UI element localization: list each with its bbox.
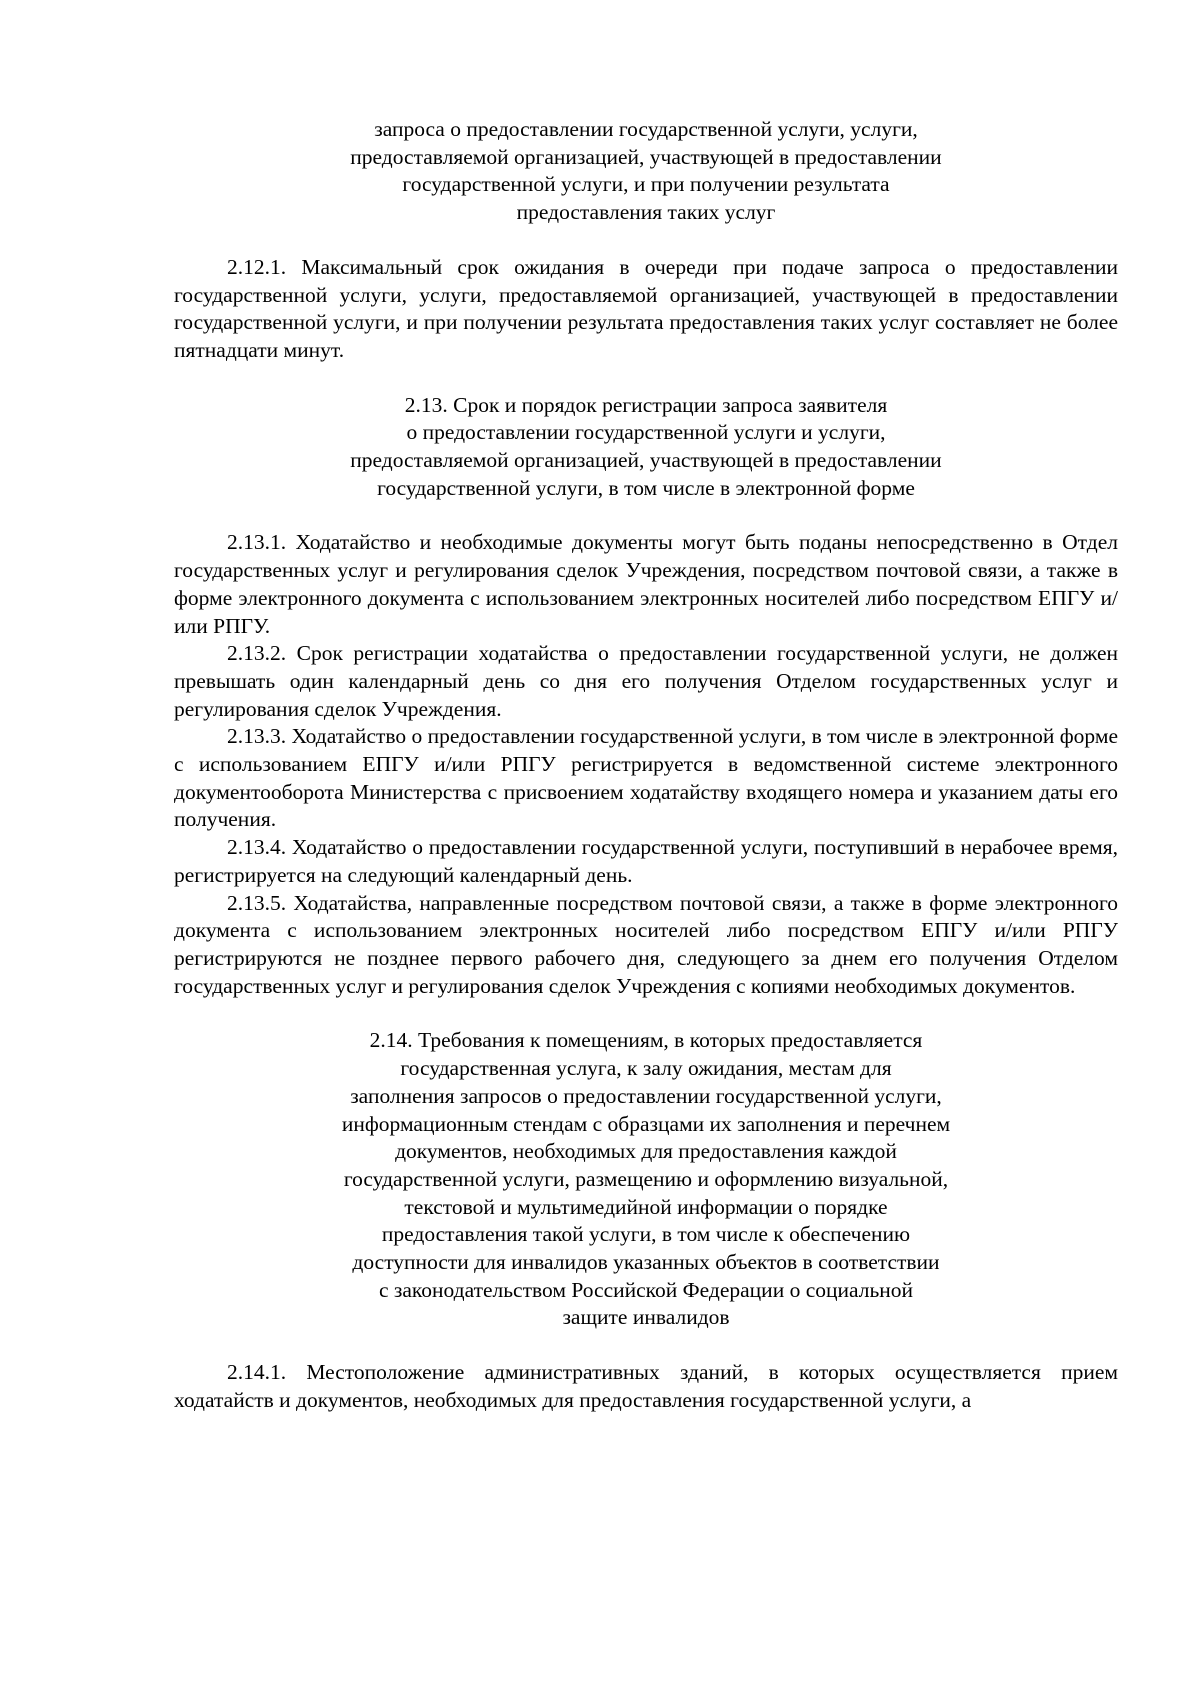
paragraph-2-13-3: 2.13.3. Ходатайство о предоставлении государственной услуги, в том числе в электронной форме с использованием ЕПГУ и/или РПГУ регистрируется в ведомственной системе электронного документооборота Министерства с присвоением ходатайству входящего номера и указанием даты его получения. <box>174 724 1118 832</box>
heading-line: предоставляемой организацией, участвующей в предоставлении <box>350 448 942 473</box>
heading-line: информационным стендам с образцами их заполнения и перечнем <box>341 1111 951 1136</box>
heading-line: 2.13. Срок и порядок регистрации запроса заявителя <box>404 392 888 417</box>
paragraph-2-14-1: 2.14.1. Местоположение административных зданий, в которых осуществляется прием ходатайств и документов, необходимых для предоставления государственной услуги, а <box>174 1360 1118 1412</box>
heading-line: заполнения запросов о предоставлении государственной услуги, <box>350 1083 942 1108</box>
paragraph-2-13-1: 2.13.1. Ходатайство и необходимые документы могут быть поданы непосредственно в Отдел государственных услуг и регулирования сделок Учреждения, посредством почтовой связи, а также в форме электронного документа с использованием электронных носителей либо посредством ЕПГУ и/или РПГУ. <box>174 530 1118 638</box>
paragraph-2-12-1: 2.12.1. Максимальный срок ожидания в очереди при подаче запроса о предоставлении государственной услуги, услуги, предоставляемой организацией, участвующей в предоставлении государственной услуги, и при получении результата предоставления таких услуг составляет не более пятнадцати минут. <box>174 254 1118 362</box>
paragraph-2-13-5: 2.13.5. Ходатайства, направленные посредством почтовой связи, а также в форме электронного документа с использованием электронных носителей либо посредством ЕПГУ и/или РПГУ регистрируются не позднее первого рабочего дня, следующего за днем его получения Отделом государственных услуг и регулирования сделок Учреждения с копиями необходимых документов. <box>174 890 1118 998</box>
paragraph-2-13-4: 2.13.4. Ходатайство о предоставлении государственной услуги, поступивший в нерабочее время, регистрируется на следующий календарный день. <box>174 835 1118 887</box>
document-body <box>174 116 1118 1415</box>
section-heading-2-14 <box>174 1027 1118 1332</box>
heading-line: предоставления таких услуг <box>516 200 776 225</box>
heading-line: государственная услуга, к залу ожидания, местам для <box>400 1056 892 1081</box>
paragraph-2-13-2: 2.13.2. Срок регистрации ходатайства о предоставлении государственной услуги, не должен превышать один календарный день со дня его получения Отделом государственных услуг и регулирования сделок Учреждения. <box>174 641 1118 721</box>
heading-line: с законодательством Российской Федерации о социальной <box>378 1277 914 1302</box>
heading-line: государственной услуги, в том числе в электронной форме <box>377 475 915 500</box>
heading-line: текстовой и мультимедийной информации о порядке <box>404 1194 888 1219</box>
heading-line: предоставляемой организацией, участвующей в предоставлении <box>350 144 942 169</box>
heading-line: защите инвалидов <box>562 1305 730 1330</box>
heading-line: государственной услуги, размещению и оформлению визуальной, <box>343 1166 949 1191</box>
heading-line: о предоставлении государственной услуги и услуги, <box>406 420 886 445</box>
heading-line: предоставления такой услуги, в том числе к обеспечению <box>381 1222 911 1247</box>
heading-line: запроса о предоставлении государственной услуги, услуги, <box>374 117 918 141</box>
heading-line: государственной услуги, и при получении результата <box>402 172 890 197</box>
heading-line: документов, необходимых для предоставления каждой <box>395 1139 897 1164</box>
heading-line: доступности для инвалидов указанных объектов в соответствии <box>352 1250 940 1275</box>
section-heading-2-13 <box>174 392 1118 503</box>
heading-line: 2.14. Требования к помещениям, в которых предоставляется <box>369 1028 923 1053</box>
section-heading-2-12-continued <box>174 116 1118 227</box>
